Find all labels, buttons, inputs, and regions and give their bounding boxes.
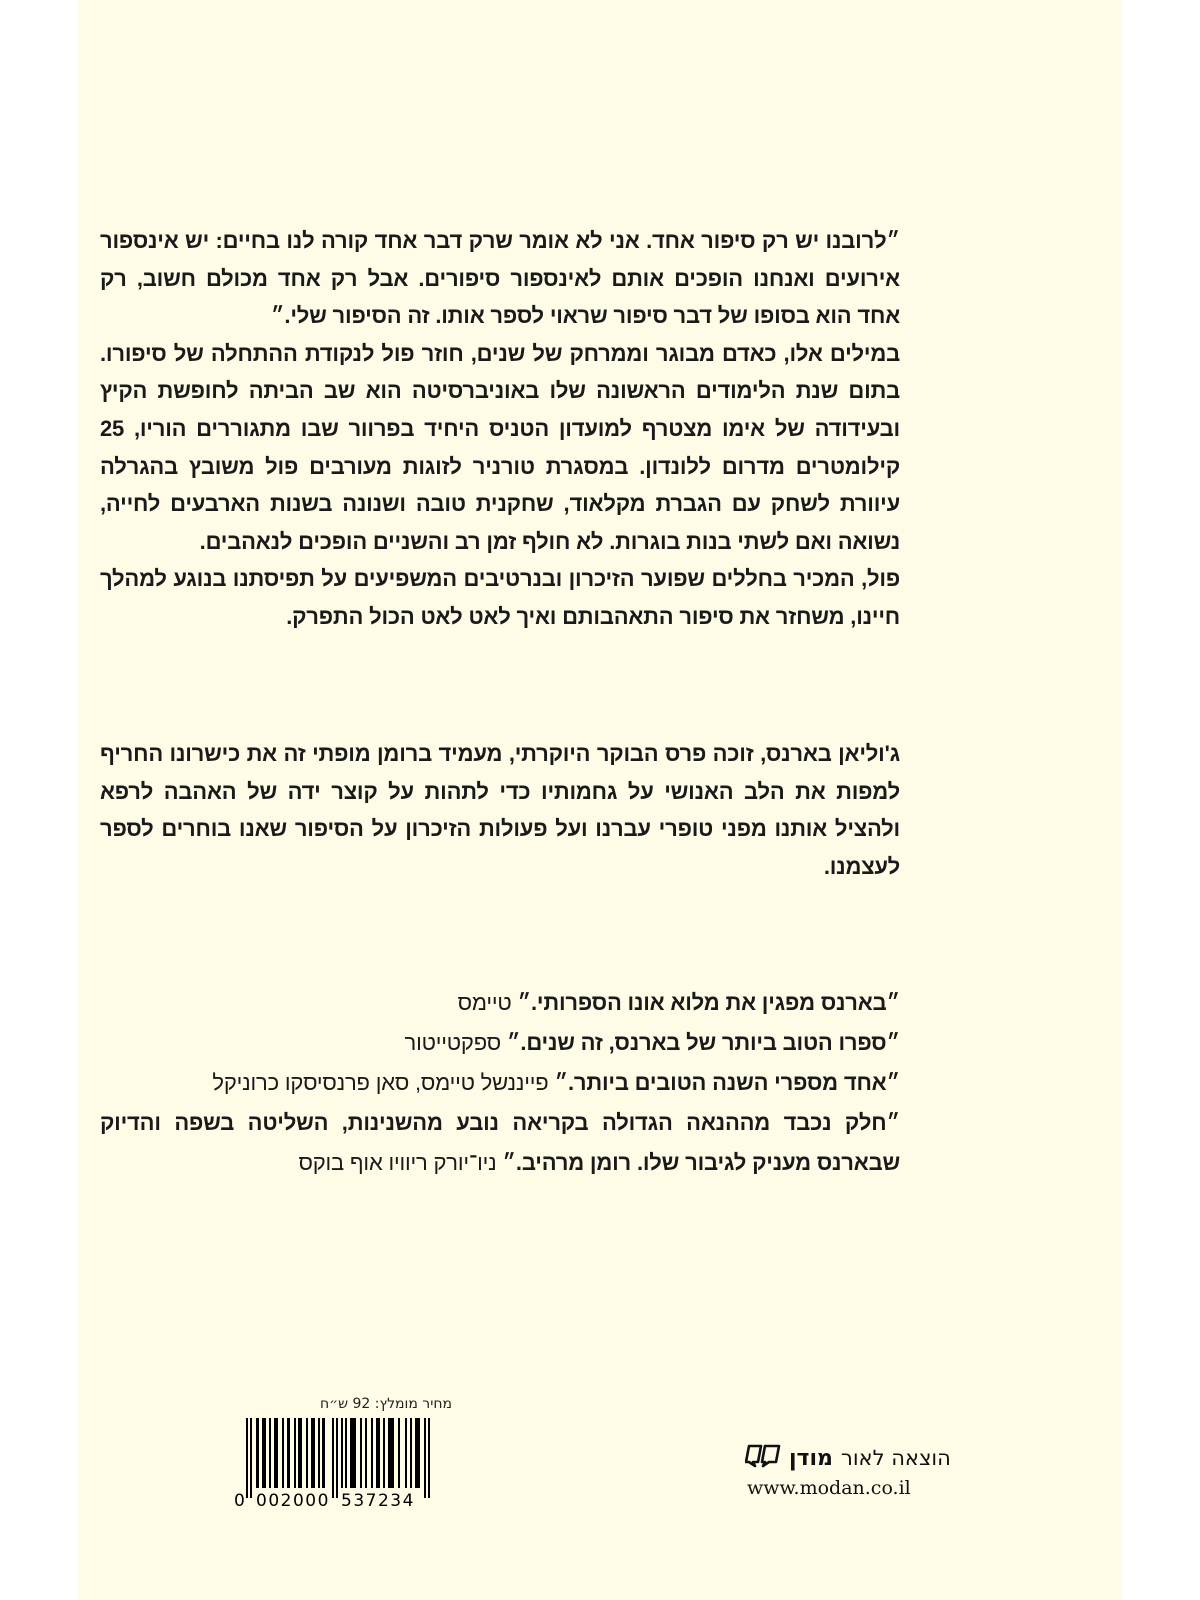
- review-quote: ״ספרו הטוב ביותר של בארנס, זה שנים.״: [506, 1030, 900, 1055]
- review-source: פייננשל טיימס, סאן פרנסיסקו כרוניקל: [212, 1070, 549, 1095]
- author-name: ג'וליאן בארנס: [765, 741, 900, 766]
- review-quotes: [100, 983, 900, 1183]
- barcode-left-digits: 002000: [256, 1491, 330, 1508]
- review-quote: ״בארנס מפגין את מלוא אונו הספרותי.״: [517, 990, 900, 1015]
- barcode-lead-digit: 0: [234, 1491, 245, 1508]
- barcode-block: [232, 1396, 452, 1508]
- author-bio-text: , זוכה פרס הבוקר היוקרתי, מעמיד ברומן מופתי זה את כישרונו החריף למפות את הלב האנושי על גחמותיו כדי לתהות על קוצר ידה של האהבה לרפא ולהציל אותנו מפני טופרי עברנו ועל פעולות הזיכרון על הסיפור שאנו בוחרים לספר לעצמנו.: [100, 741, 900, 879]
- publisher-subtitle: הוצאה לאור: [840, 1446, 951, 1470]
- barcode-icon: [232, 1418, 452, 1508]
- publisher-logo: [745, 1443, 985, 1473]
- author-bio: [100, 735, 900, 885]
- review-source: ספקטייטור: [404, 1030, 501, 1055]
- back-cover: [78, 0, 1122, 1600]
- synopsis-paragraph: פול, המכיר בחללים שפוער הזיכרון ובנרטיבים המשפיעים על תפיסתנו בנוגע למהלך חיינו, משחזר את סיפור התאהבותם ואיך לאט לאט הכול התפרק.: [100, 566, 900, 629]
- review-source: טיימס: [457, 990, 512, 1015]
- review-item: [100, 1063, 900, 1103]
- publisher-website: www.modan.co.il: [747, 1477, 911, 1499]
- synopsis-quote-paragraph: ״לרובנו יש רק סיפור אחד. אני לא אומר שרק דבר אחד קורה לנו בחיים: יש אינספור אירועים ואנחנו הופכים אותם לאינספור סיפורים. אבל רק אחד מכולם חשוב, רק אחד הוא בסופו של דבר סיפור שראוי לספר אותו. זה הסיפור שלי.״: [100, 228, 900, 329]
- publisher-block: [745, 1443, 985, 1499]
- review-quote: ״אחד מספרי השנה הטובים ביותר.״: [554, 1070, 900, 1095]
- review-source: ניו־יורק ריוויו אוף בוקס: [298, 1150, 497, 1175]
- review-item: [100, 1023, 900, 1063]
- publisher-name: מודן: [789, 1445, 833, 1471]
- barcode-right-digits: 537234: [341, 1491, 415, 1508]
- review-item: [100, 1103, 900, 1183]
- open-book-icon: [745, 1443, 781, 1473]
- author-bio-paragraph: [100, 735, 900, 885]
- synopsis-paragraph: במילים אלו, כאדם מבוגר וממרחק של שנים, חוזר פול לנקודת ההתחלה של סיפורו. בתום שנת הלימודים הראשונה שלו באוניברסיטה הוא שב הביתה לחופשת הקיץ ובעידודה של אימו מצטרף למועדון הטניס היחיד בפרוור שבו מתגוררים הוריו, 25 קילומטרים מדרום ללונדון. במסגרת טורניר לזוגות מעורבים פול משובץ בהגרלה עיוורת לשחק עם הגברת מקלאוד, שחקנית טובה ושנונה בשנות הארבעים לחייה, נשואה ואם לשתי בנות בוגרות. לא חולף זמן רב והשניים הופכים לנאהבים.: [100, 340, 900, 554]
- recommended-price: מחיר מומלץ: 92 ש״ח: [319, 1396, 452, 1412]
- synopsis-blurb: [100, 222, 900, 636]
- review-item: [100, 983, 900, 1023]
- review-quote: ״חלק נכבד מההנאה הגדולה בקריאה נובע מהשנינות, השליטה בשפה והדיוק שבארנס מעניק לגיבור שלו. רומן מרהיב.״: [100, 1110, 900, 1175]
